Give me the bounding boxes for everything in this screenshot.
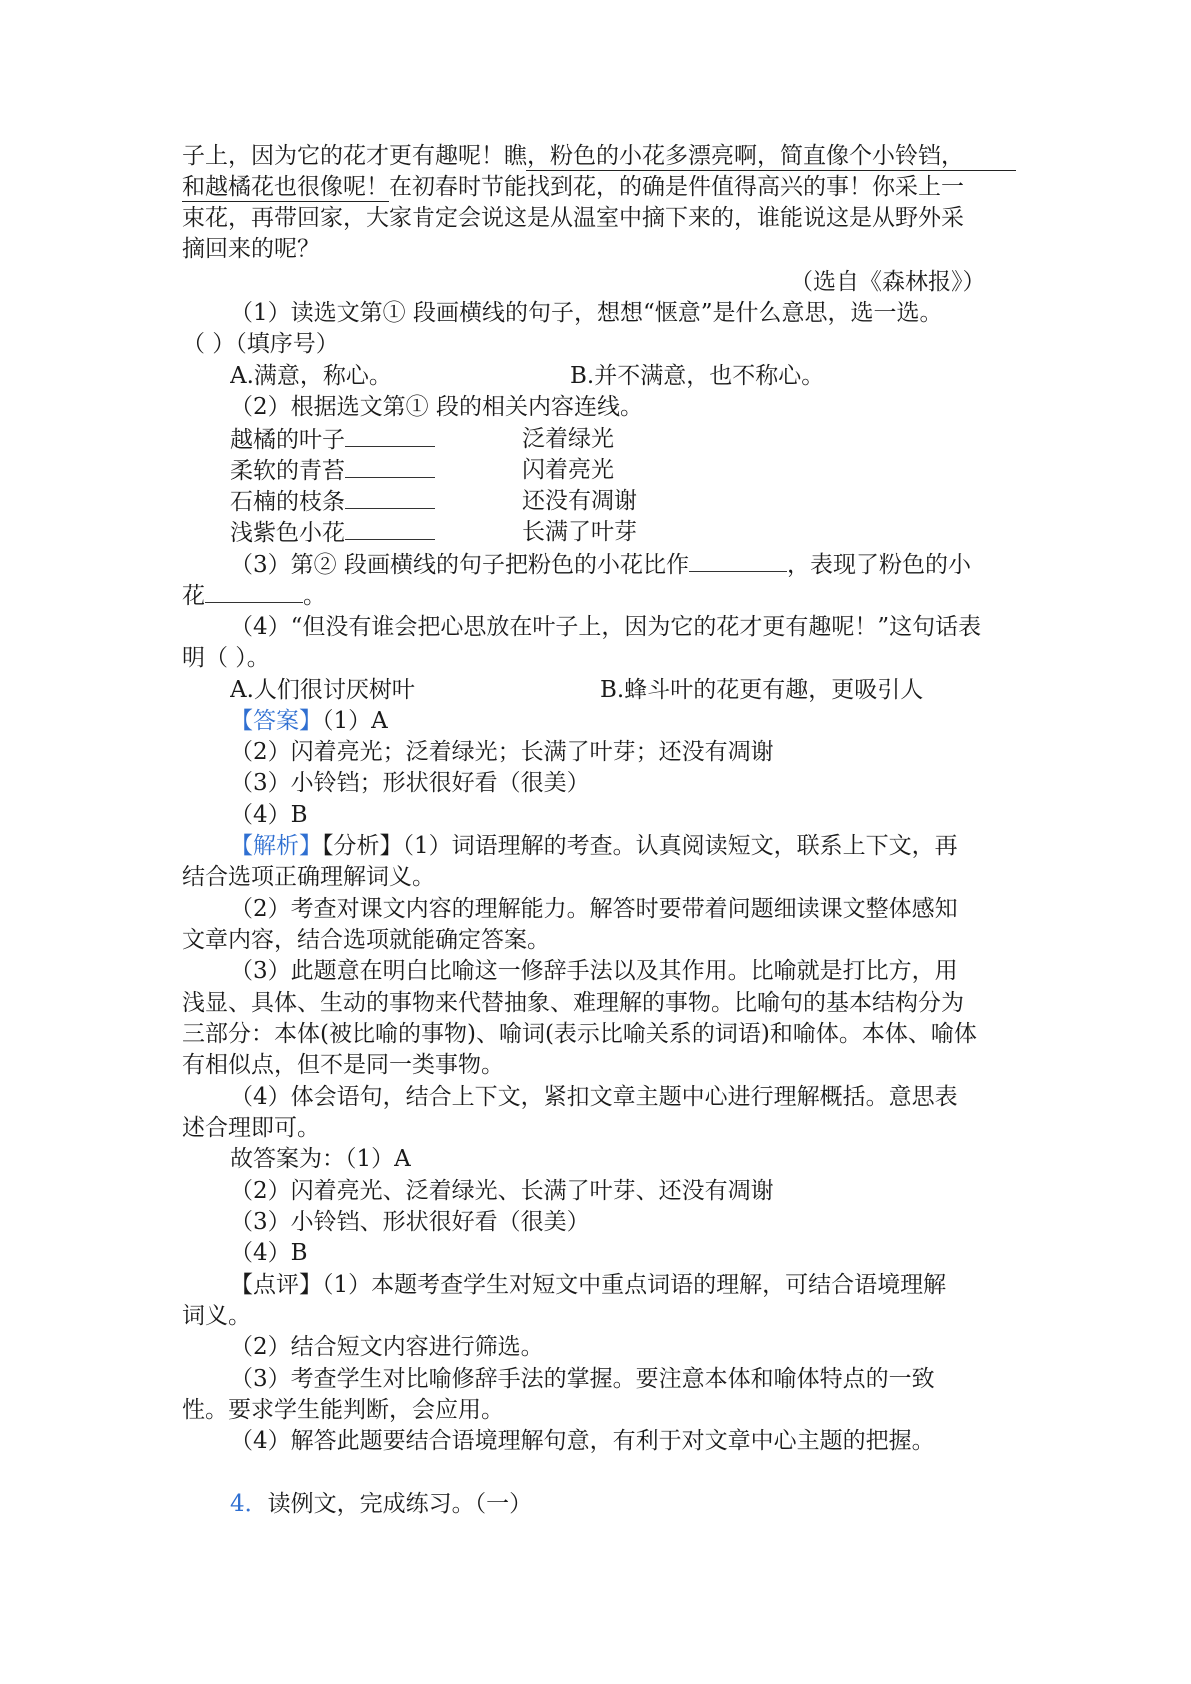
passage-source: （选自《森林报》） <box>790 269 986 295</box>
underlined-sentence: 瞧，粉色的小花多漂亮啊，简直像个小铃铛， <box>504 143 964 169</box>
analysis-line-2: 结合选项正确理解词义。 <box>182 864 435 890</box>
fill-blank <box>205 580 303 603</box>
question-3 <box>230 549 1060 579</box>
match-row-3 <box>230 486 1060 516</box>
analysis-text: 【分析】（1）词语理解的考查。认真阅读短文，联系上下文，再 <box>322 833 958 859</box>
match-left: 越橘的叶子 <box>230 427 345 453</box>
question-4-cont: 明（ ）。 <box>182 645 270 671</box>
analysis-line-10: 述合理即可。 <box>182 1115 320 1141</box>
analysis-line-7: 三部分：本体(被比喻的事物)、喻词(表示比喻关系的词语)和喻体。本体、喻体 <box>182 1021 977 1047</box>
question-1: （1）读选文第① 段画横线的句子，想想“惬意”是什么意思，选一选。 <box>230 300 943 326</box>
comment-line-4: （3）考查学生对比喻修辞手法的掌握。要注意本体和喻体特点的一致 <box>230 1366 935 1392</box>
analysis-line-1 <box>230 831 1060 861</box>
analysis-line-9: （4）体会语句，结合上下文，紧扣文章主题中心进行理解概括。意思表 <box>230 1084 958 1110</box>
question-3-text: 。 <box>303 583 326 609</box>
option-a: A.满意，称心。 <box>230 363 392 389</box>
match-row-1 <box>230 424 1060 454</box>
match-row-2 <box>230 455 1060 485</box>
match-right: 泛着绿光 <box>522 426 614 452</box>
question-1-paren: （ ）（填序号） <box>182 331 339 357</box>
next-question <box>230 1489 1060 1519</box>
match-right: 闪着亮光 <box>522 457 614 483</box>
sentence-underline <box>526 170 1016 171</box>
answer-line-1 <box>230 706 1060 736</box>
question-3-text: 花 <box>182 583 205 609</box>
comment-line-5: 性。要求学生能判断，会应用。 <box>182 1397 504 1423</box>
question-4-options <box>230 675 1060 705</box>
analysis-line-3: （2）考查对课文内容的理解能力。解答时要带着问题细读课文整体感知 <box>230 896 958 922</box>
match-right: 还没有凋谢 <box>522 488 637 514</box>
question-3-text: （3）第② 段画横线的句子把粉色的小花比作 <box>230 552 689 578</box>
answer-text: （1）A <box>322 708 388 734</box>
question-title: 读例文，完成练习。（一） <box>267 1491 533 1517</box>
comment-line-3: （2）结合短文内容进行筛选。 <box>230 1334 544 1360</box>
question-3-cont <box>182 580 1012 610</box>
question-1-options <box>230 361 1060 391</box>
match-blank <box>345 424 435 447</box>
answer-line-3: （3）小铃铛；形状很好看（很美） <box>230 770 590 796</box>
match-blank <box>345 517 435 540</box>
analysis-line-4: 文章内容，结合选项就能确定答案。 <box>182 927 550 953</box>
analysis-line-6: 浅显、具体、生动的事物来代替抽象、难理解的事物。比喻句的基本结构分为 <box>182 990 964 1016</box>
option-b: B.蜂斗叶的花更有趣，更吸引人 <box>600 677 924 703</box>
match-row-4 <box>230 517 1060 547</box>
comment-line-2: 词义。 <box>182 1303 251 1329</box>
comment-line-1: 【点评】（1）本题考查学生对短文中重点词语的理解，可结合语境理解 <box>230 1272 947 1298</box>
passage-text: 子上，因为它的花才更有趣呢！ <box>182 143 504 169</box>
question-number: 4． <box>230 1491 268 1517</box>
match-left: 浅紫色小花 <box>230 520 345 546</box>
passage-line-1 <box>182 141 1012 171</box>
match-blank <box>345 455 435 478</box>
passage-line-4: 摘回来的呢？ <box>182 236 320 262</box>
answer-line-4: （4）B <box>230 802 308 828</box>
analysis-tag: 【解析】 <box>230 833 322 859</box>
option-a: A.人们很讨厌树叶 <box>230 677 415 703</box>
final-answer-3: （3）小铃铛、形状很好看（很美） <box>230 1209 590 1235</box>
question-2: （2）根据选文第① 段的相关内容连线。 <box>230 394 643 420</box>
passage-text: 在初春时节能找到花，的确是件值得高兴的事！你采上一 <box>389 174 964 200</box>
match-right: 长满了叶芽 <box>522 519 637 545</box>
passage-line-3: 束花，再带回家，大家肯定会说这是从温室中摘下来的，谁能说这是从野外采 <box>182 205 964 231</box>
final-answer-1: 故答案为：（1）A <box>230 1146 411 1172</box>
answer-line-2: （2）闪着亮光；泛着绿光；长满了叶芽；还没有凋谢 <box>230 739 774 765</box>
final-answer-2: （2）闪着亮光、泛着绿光、长满了叶芽、还没有凋谢 <box>230 1178 774 1204</box>
match-left: 石楠的枝条 <box>230 489 345 515</box>
analysis-line-8: 有相似点，但不是同一类事物。 <box>182 1052 504 1078</box>
analysis-line-5: （3）此题意在明白比喻这一修辞手法以及其作用。比喻就是打比方，用 <box>230 958 958 984</box>
fill-blank <box>689 549 787 572</box>
question-3-text: ，表现了粉色的小 <box>786 552 971 578</box>
answer-tag: 【答案】 <box>230 708 322 734</box>
match-blank <box>345 486 435 509</box>
comment-line-6: （4）解答此题要结合语境理解句意，有利于对文章中心主题的把握。 <box>230 1428 935 1454</box>
option-b: B.并不满意，也不称心。 <box>570 363 825 389</box>
passage-line-2 <box>182 172 1012 202</box>
match-left: 柔软的青苔 <box>230 458 345 484</box>
final-answer-4: （4）B <box>230 1240 308 1266</box>
question-4: （4）“但没有谁会把心思放在叶子上，因为它的花才更有趣呢！”这句话表 <box>230 614 982 640</box>
underlined-sentence-end: 和越橘花也很像呢！ <box>182 174 389 200</box>
